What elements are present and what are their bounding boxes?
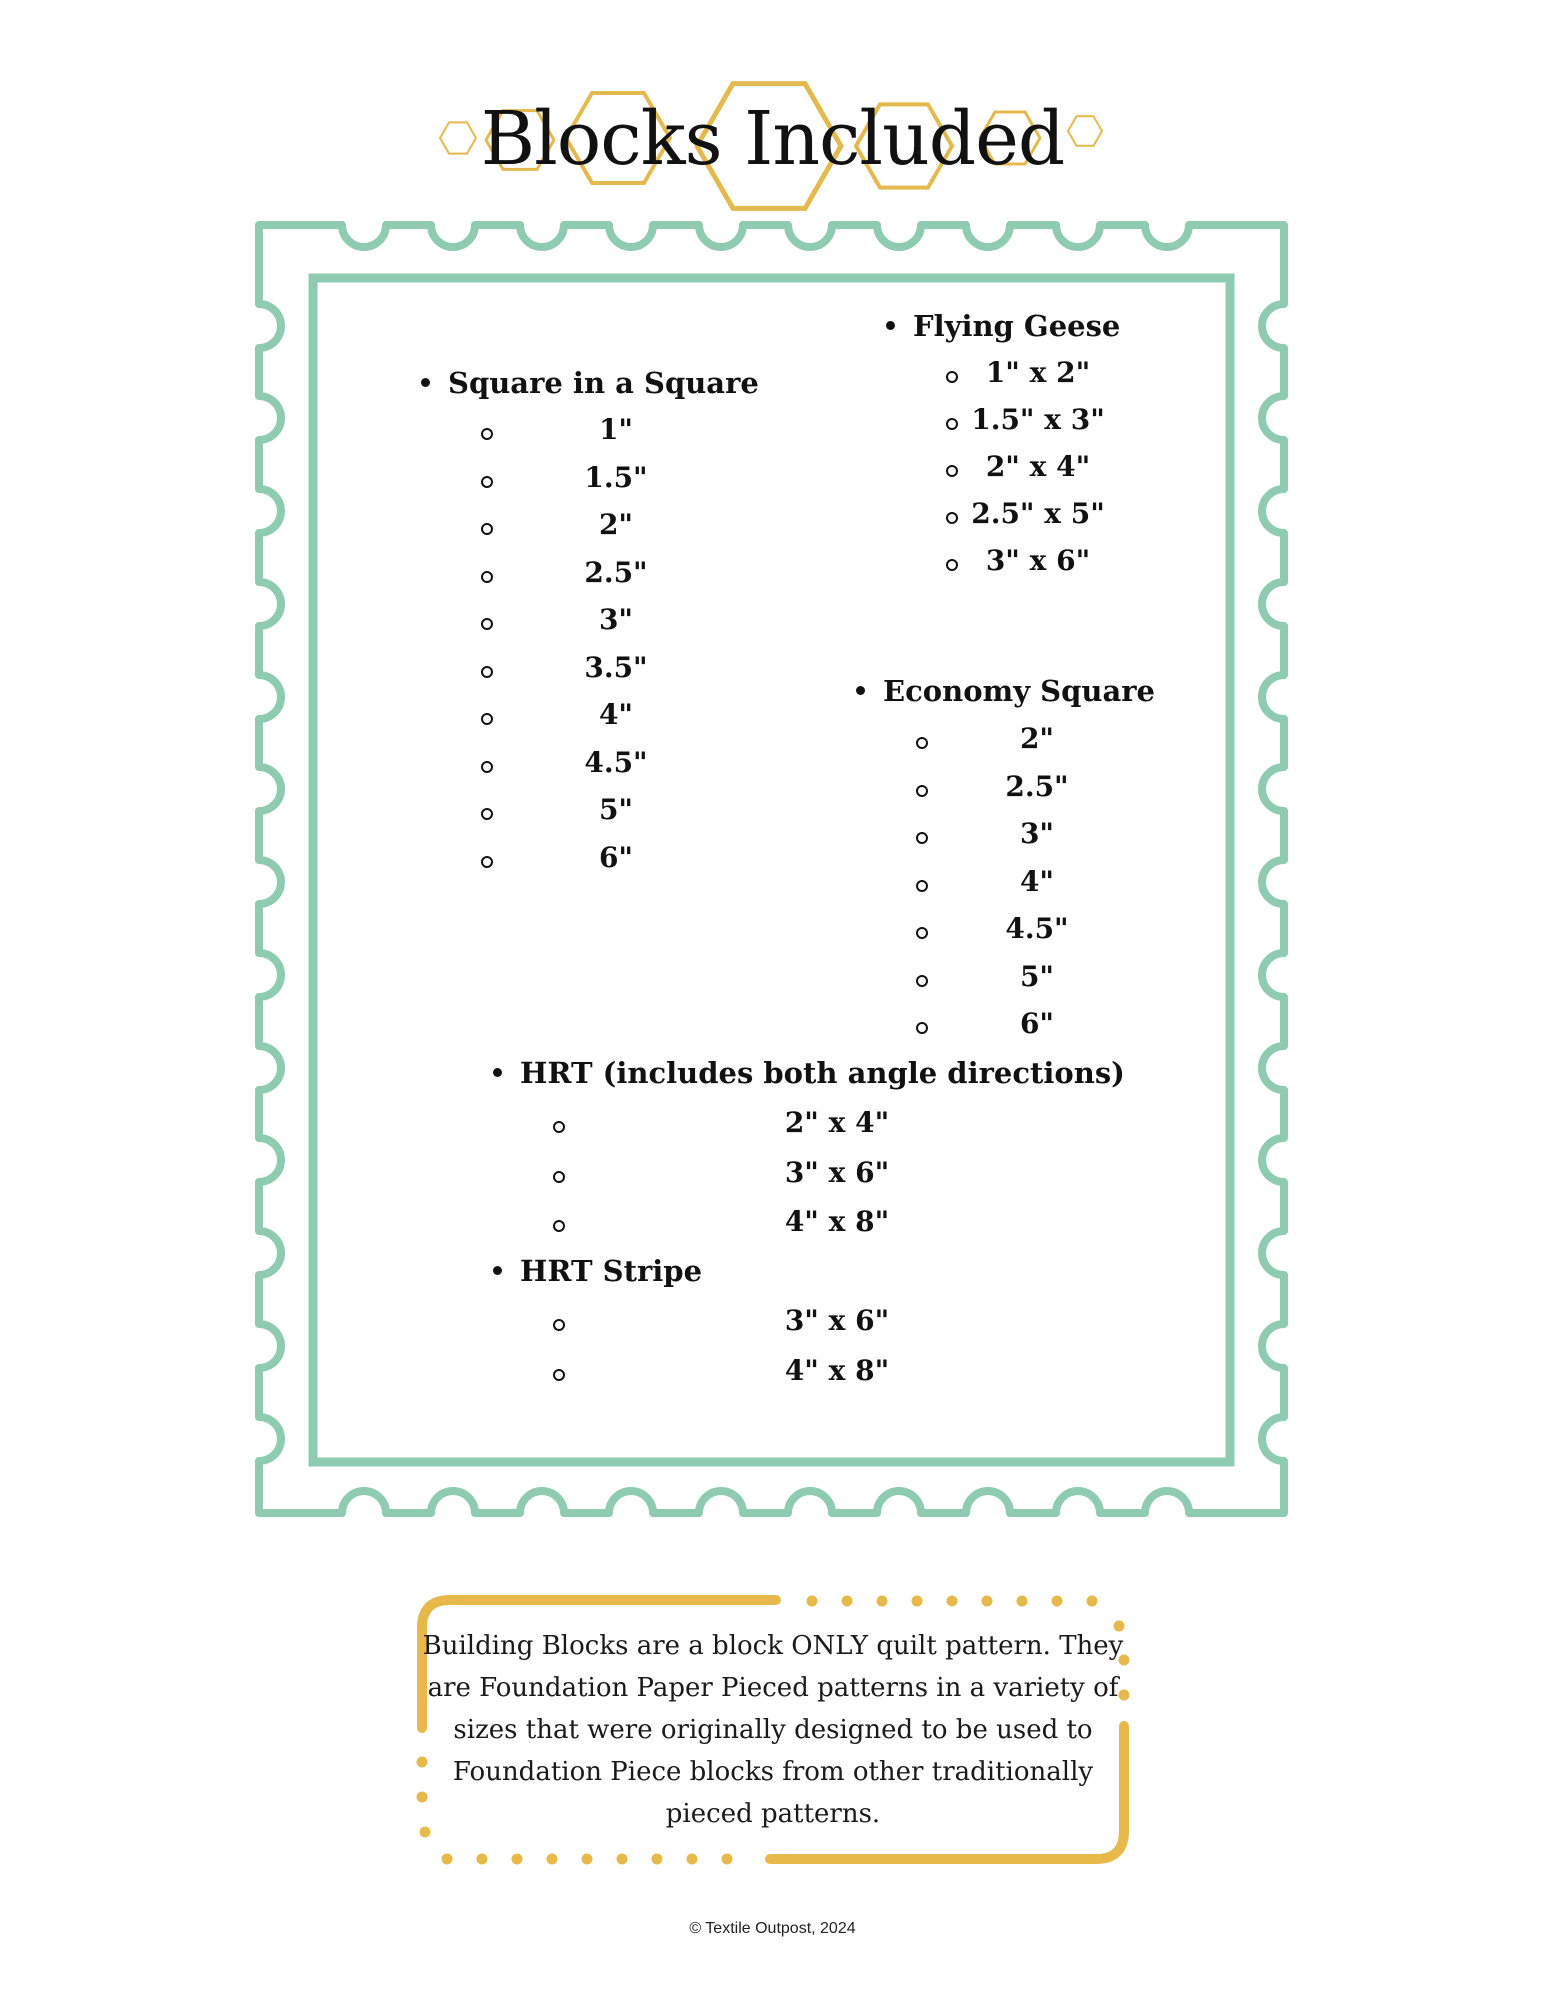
- item-value: 1.5" x 3": [971, 403, 1105, 436]
- dot-icon: [947, 1596, 958, 1607]
- dot-icon: [512, 1854, 523, 1865]
- description-paragraph: Building Blocks are a block ONLY quilt pattern. They are Foundation Paper Pieced patterns in a variety of sizes that were originally designed to be used to Foundation Piece blocks from other traditionally pieced patterns.: [422, 1631, 1124, 1829]
- item-value: 2.5": [1005, 769, 1069, 803]
- item-value: 4": [1019, 864, 1055, 898]
- item-value: 2.5" x 5": [971, 497, 1105, 530]
- item-value: 2": [598, 508, 634, 541]
- item-value: 6": [598, 840, 634, 874]
- item-value: 2": [1019, 722, 1055, 755]
- item-value: 2" x 4": [985, 450, 1091, 483]
- item-value: 4.5": [1005, 912, 1069, 945]
- item-value: 5": [1019, 959, 1055, 993]
- item-value: 6": [1019, 1007, 1055, 1040]
- dot-icon: [912, 1596, 923, 1607]
- section-heading-square-in-a-square: Square in a Square: [421, 366, 759, 400]
- item-value: 3" x 6": [784, 1304, 890, 1337]
- dot-icon: [442, 1854, 453, 1865]
- dot-icon: [652, 1854, 663, 1865]
- section-heading-hrt-stripe: HRT Stripe: [493, 1254, 702, 1288]
- section-heading-economy-square: Economy Square: [856, 674, 1155, 708]
- copyright-footer: © Textile Outpost, 2024: [689, 1920, 856, 1937]
- item-value: 1.5": [584, 460, 648, 494]
- item-value: 3" x 6": [784, 1155, 890, 1189]
- item-value: 4": [598, 698, 634, 731]
- item-value: 2.5": [584, 555, 648, 589]
- item-value: 5": [598, 793, 634, 826]
- item-value: 2" x 4": [784, 1106, 890, 1139]
- dot-icon: [722, 1854, 733, 1865]
- dot-icon: [982, 1596, 993, 1607]
- dot-icon: [687, 1854, 698, 1865]
- page-title: Blocks Included: [480, 96, 1065, 182]
- dot-icon: [1052, 1596, 1063, 1607]
- item-value: 4" x 8": [784, 1205, 890, 1238]
- item-value: 1" x 2": [985, 356, 1091, 389]
- dot-icon: [842, 1596, 853, 1607]
- dot-icon: [582, 1854, 593, 1865]
- item-value: 3" x 6": [985, 544, 1091, 577]
- item-value: 4" x 8": [784, 1354, 890, 1387]
- section-heading-flying-geese: Flying Geese: [886, 309, 1120, 343]
- dot-icon: [617, 1854, 628, 1865]
- dot-icon: [477, 1854, 488, 1865]
- item-value: 3": [598, 603, 634, 636]
- dot-icon: [807, 1596, 818, 1607]
- item-value: 3": [1019, 817, 1055, 850]
- dot-icon: [877, 1596, 888, 1607]
- item-value: 1": [598, 413, 634, 446]
- dot-icon: [1017, 1596, 1028, 1607]
- item-value: 4.5": [584, 745, 648, 779]
- section-heading-hrt: HRT (includes both angle directions): [493, 1056, 1125, 1090]
- dot-icon: [547, 1854, 558, 1865]
- item-value: 3.5": [584, 650, 648, 684]
- dot-icon: [1087, 1596, 1098, 1607]
